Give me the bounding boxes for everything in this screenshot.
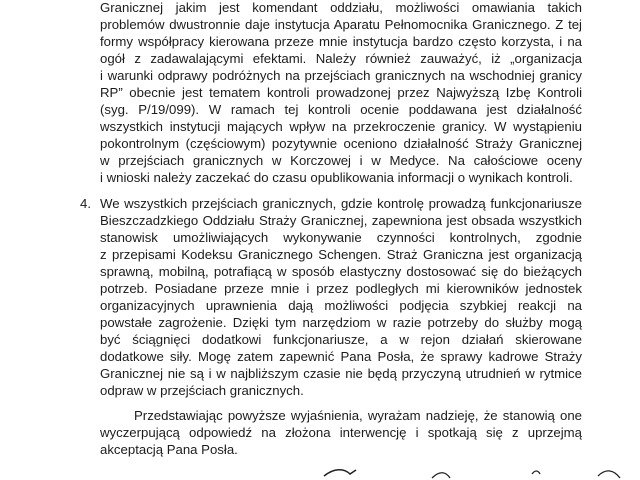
list-number: 4. [80,196,91,211]
text-line: We wszystkich przejściach granicznych, gdzie kontrolę prowadzą funkcjonariusze [100,196,582,211]
text-line: potrzeb. Posiadane przeze mnie i przez podległych mi kierowników jednostek [100,281,582,296]
text-line: odpraw w przejściach granicznych. [100,383,304,398]
text-line: Przedstawiając powyższe wyjaśnienia, wyrażam nadzieję, że stanowią one [134,408,582,423]
text-line: organizacyjnych uprawnienia dają możliwości podjęcia szybkiej reakcji na [100,298,582,313]
text-line: RP” obecnie jest tematem kontroli prowadzonej przez Najwyższą Izbę Kontroli [100,85,582,100]
text-line: powstałe zagrożenie. Dzięki tym narzędziom w razie potrzeby do służby mogą [100,315,582,330]
text-line: dodatkowe siły. Mogę zatem zapewnić Pana Posła, że sprawy kadrowe Straży [100,349,582,364]
text-line: problemów dwustronnie daje instytucja Aparatu Pełnomocnika Granicznego. Z tej [100,17,582,32]
text-line: i wnioski należy zaczekać do czasu opublikowania informacji o wynikach kontroli. [100,170,573,185]
text-line: Bieszczadzkiego Oddziału Straży Granicznej, zapewniona jest obsada wszystkich [100,213,582,228]
text-line: z przepisami Kodeksu Granicznego Schengen. Straż Graniczna jest organizacją [100,247,582,262]
text-line: wyczerpującą odpowiedź na złożona interwencję i spotkają się z uprzejmą [100,425,582,440]
handwritten-signature [322,462,622,480]
text-line: Granicznej jakim jest komendant oddziału, możliwości omawiania takich [100,0,582,15]
text-line: ogół z zadawalającymi efektami. Należy również zauważyć, iż „organizacja [100,51,582,66]
text-line: w przejściach granicznych w Korczowej i w Medyce. Na całościowe oceny [100,153,582,168]
text-line: pokontrolnym (częściowym) pozytywnie oceniono działalność Straży Granicznej [100,136,582,151]
text-line: być ściągnięci dodatkowi funkcjonariusze, a w rejon działań skierowane [100,332,582,347]
text-line: stanowisk umożliwiających wykonywanie czynności kontrolnych, zgodnie [100,230,582,245]
text-line: Granicznej nie są i w najbliższym czasie nie będą przyczyną utrudnień w rytmice [100,366,582,381]
text-line: i warunki odprawy podróżnych na przejściach granicznych na wschodniej granicy [100,68,582,83]
text-line: wszystkich instytucji mających wpływ na przekroczenie granicy. W wystąpieniu [100,119,582,134]
text-line: akceptacją Pana Posła. [100,442,238,457]
text-line: sprawną, mobilną, potrafiącą w sposób elastyczny dostosować się do bieżących [100,264,582,279]
text-line: formy współpracy kierowana przeze mnie instytucja bardzo często korzysta, i na [100,34,582,49]
text-line: (syg. P/19/099). W ramach tej kontroli ocenie poddawana jest działalność [100,102,582,117]
